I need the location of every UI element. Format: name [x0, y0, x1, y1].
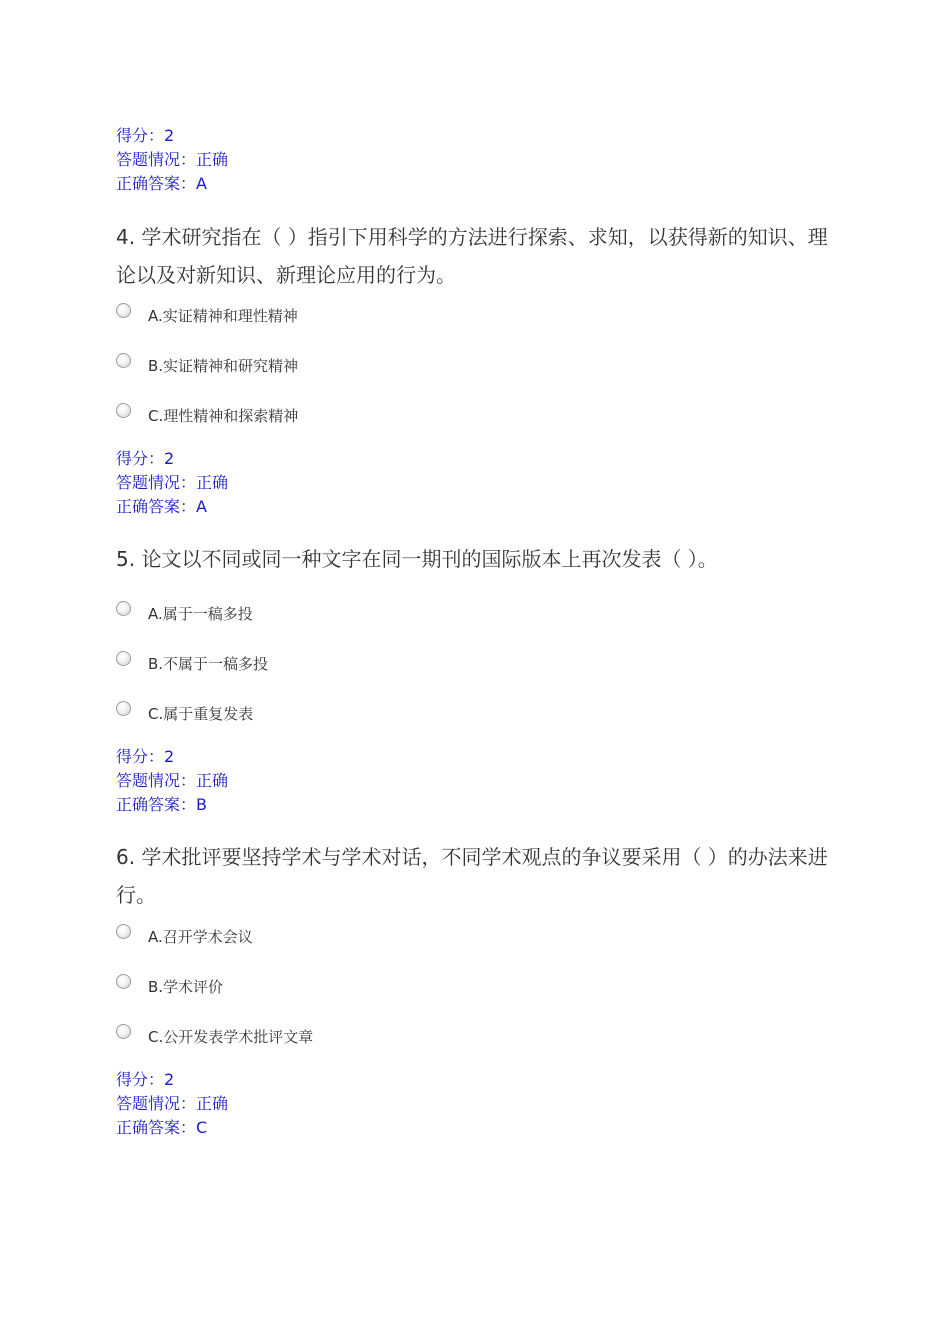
option-label: A.属于一稿多投	[148, 604, 253, 623]
radio-button-icon[interactable]	[116, 403, 131, 418]
option-label: B.学术评价	[148, 977, 224, 996]
radio-button-icon[interactable]	[116, 1024, 131, 1039]
option-label: B.实证精神和研究精神	[148, 356, 299, 375]
radio-button-icon[interactable]	[116, 353, 131, 368]
option-label: C.属于重复发表	[148, 704, 254, 723]
question-number: 6.	[116, 845, 136, 869]
radio-button-icon[interactable]	[116, 974, 131, 989]
question-text: 学术研究指在（ ）指引下用科学的方法进行探索、求知，以获得新的知识、理论以及对新知识、新理论应用的行为。	[116, 225, 828, 287]
status-text: 答题情况：正确	[116, 771, 229, 790]
result-block-q6	[116, 1068, 228, 1140]
status-text: 答题情况：正确	[116, 1094, 229, 1113]
answer-text: 正确答案：B	[116, 795, 207, 814]
option-q4-b[interactable]	[116, 352, 298, 378]
score-text: 得分：2	[116, 747, 175, 766]
question-5	[116, 540, 836, 578]
radio-button-icon[interactable]	[116, 701, 131, 716]
option-q5-c[interactable]	[116, 700, 253, 726]
option-q6-b[interactable]	[116, 973, 223, 999]
question-4	[116, 218, 836, 294]
question-text: 学术批评要坚持学术与学术对话，不同学术观点的争议要采用（ ）的办法来进行。	[116, 845, 828, 907]
option-q5-a[interactable]	[116, 600, 253, 626]
result-block-q5	[116, 745, 228, 817]
score-text: 得分：2	[116, 126, 175, 145]
option-label: A.实证精神和理性精神	[148, 306, 298, 325]
option-q6-c[interactable]	[116, 1023, 313, 1049]
option-q5-b[interactable]	[116, 650, 268, 676]
question-number: 4.	[116, 225, 136, 249]
question-6	[116, 838, 836, 914]
answer-text: 正确答案：C	[116, 1118, 208, 1137]
option-label: C.公开发表学术批评文章	[148, 1027, 314, 1046]
option-label: B.不属于一稿多投	[148, 654, 269, 673]
option-q4-c[interactable]	[116, 402, 298, 428]
status-text: 答题情况：正确	[116, 150, 229, 169]
question-number: 5.	[116, 547, 136, 571]
result-block-q3	[116, 124, 228, 196]
score-text: 得分：2	[116, 1070, 175, 1089]
result-block-q4	[116, 447, 228, 519]
option-label: A.召开学术会议	[148, 927, 253, 946]
option-q6-a[interactable]	[116, 923, 253, 949]
score-text: 得分：2	[116, 449, 175, 468]
option-label: C.理性精神和探索精神	[148, 406, 299, 425]
question-text: 论文以不同或同一种文字在同一期刊的国际版本上再次发表（ ）。	[141, 547, 718, 571]
radio-button-icon[interactable]	[116, 924, 131, 939]
status-text: 答题情况：正确	[116, 473, 229, 492]
answer-text: 正确答案：A	[116, 497, 207, 516]
option-q4-a[interactable]	[116, 302, 298, 328]
answer-text: 正确答案：A	[116, 174, 207, 193]
radio-button-icon[interactable]	[116, 651, 131, 666]
radio-button-icon[interactable]	[116, 601, 131, 616]
radio-button-icon[interactable]	[116, 303, 131, 318]
